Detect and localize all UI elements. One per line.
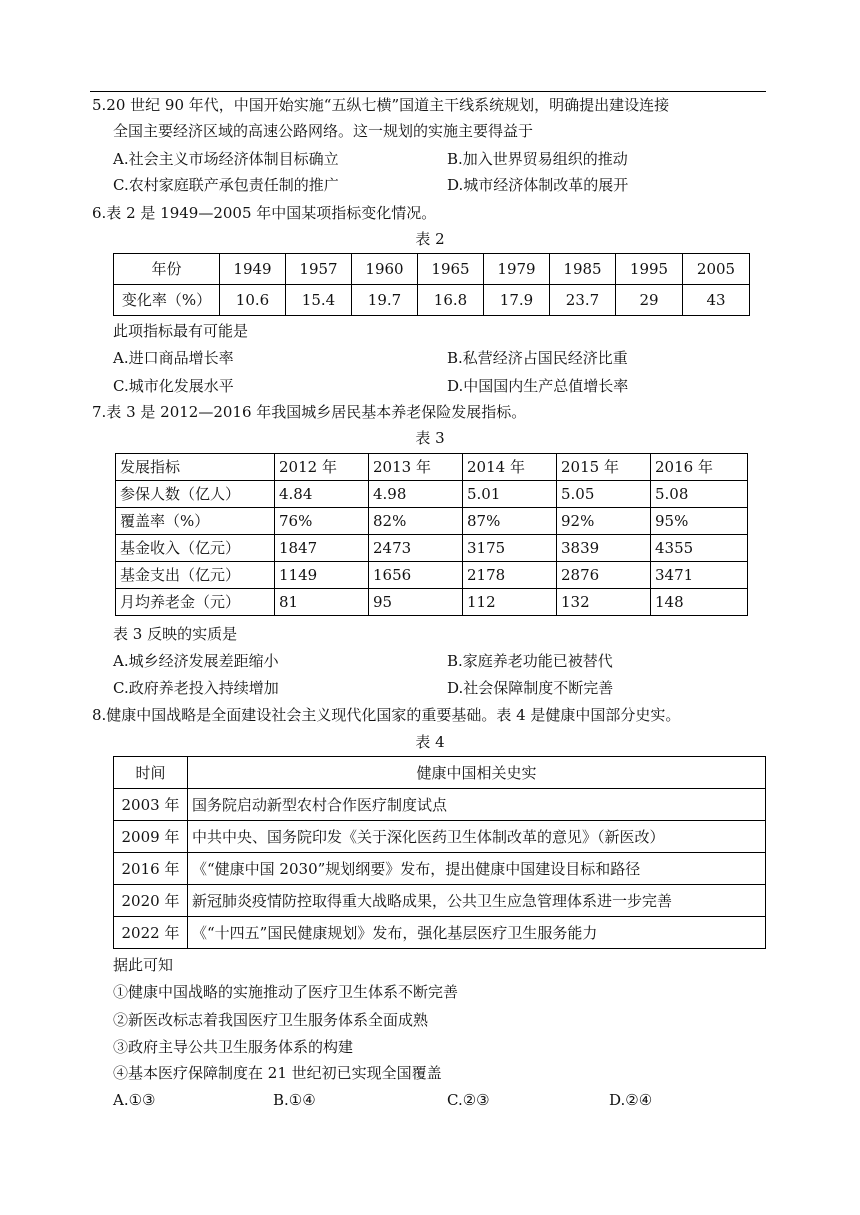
table-row [114,885,766,917]
table4-cell: 国务院启动新型农村合作医疗制度试点 [188,789,766,821]
table2-caption: 表 2 [415,230,445,248]
table4-cell: 2009 年 [114,821,188,853]
table-2 [113,253,750,316]
table2-cell: 1995 [616,254,683,285]
q5-option-c: C.农村家庭联产承包责任制的推广 [113,176,339,194]
q7-option-a: A.城乡经济发展差距缩小 [113,652,279,670]
table-4 [113,756,766,949]
table-row [116,562,748,589]
table4-cell: 2022 年 [114,917,188,949]
q5-option-d: D.城市经济体制改革的展开 [447,176,629,194]
table3-cell: 5.08 [651,481,748,508]
table4-cell: 健康中国相关史实 [188,757,766,789]
q6-stem: 6.表 2 是 1949—2005 年中国某项指标变化情况。 [92,204,437,222]
header-rule [90,91,766,92]
q6-option-c: C.城市化发展水平 [113,377,234,395]
q6-option-a: A.进口商品增长率 [113,349,234,367]
table3-cell: 2013 年 [369,454,463,481]
table4-cell: 新冠肺炎疫情防控取得重大战略成果，公共卫生应急管理体系进一步完善 [188,885,766,917]
q8-option-a: A.①③ [113,1091,156,1109]
table3-cell: 1847 [275,535,369,562]
table2-cell: 19.7 [352,285,418,316]
table3-caption: 表 3 [415,429,445,447]
q7-option-c: C.政府养老投入持续增加 [113,679,279,697]
q8-statement-2: ②新医改标志着我国医疗卫生服务体系全面成熟 [113,1011,429,1029]
table3-cell: 81 [275,589,369,616]
q8-stem: 8.健康中国战略是全面建设社会主义现代化国家的重要基础。表 4 是健康中国部分史实。 [92,706,681,724]
table2-cell: 1949 [220,254,286,285]
table-row [114,789,766,821]
table3-header-row [116,454,748,481]
table3-cell: 1656 [369,562,463,589]
table-3 [115,453,748,616]
table-row [114,821,766,853]
table3-cell: 148 [651,589,748,616]
table3-cell: 82% [369,508,463,535]
table4-cell: 《“十四五”国民健康规划》发布，强化基层医疗卫生服务能力 [188,917,766,949]
table3-cell: 3471 [651,562,748,589]
table3-cell: 2178 [463,562,557,589]
table-row [114,853,766,885]
table2-cell: 16.8 [418,285,484,316]
q7-option-b: B.家庭养老功能已被替代 [447,652,613,670]
q6-option-b: B.私营经济占国民经济比重 [447,349,628,367]
table3-cell: 112 [463,589,557,616]
q5-option-a: A.社会主义市场经济体制目标确立 [113,150,339,168]
table3-cell: 3175 [463,535,557,562]
q6-question: 此项指标最有可能是 [113,322,249,340]
q8-option-b: B.①④ [273,1091,316,1109]
table3-cell: 87% [463,508,557,535]
table2-header-row [114,254,750,285]
table3-cell: 2012 年 [275,454,369,481]
table3-cell: 基金支出（亿元） [116,562,275,589]
table3-cell: 5.05 [557,481,651,508]
table2-cell: 29 [616,285,683,316]
table2-cell: 1960 [352,254,418,285]
table2-cell: 2005 [683,254,750,285]
q8-statement-3: ③政府主导公共卫生服务体系的构建 [113,1038,354,1056]
table2-cell: 23.7 [550,285,616,316]
q8-statement-4: ④基本医疗保障制度在 21 世纪初已实现全国覆盖 [113,1064,442,1082]
table3-cell: 2014 年 [463,454,557,481]
table-row [116,508,748,535]
table4-cell: 《“健康中国 2030”规划纲要》发布，提出健康中国建设目标和路径 [188,853,766,885]
table2-cell: 年份 [114,254,220,285]
table2-cell: 1965 [418,254,484,285]
table-row [116,481,748,508]
q7-stem: 7.表 3 是 2012—2016 年我国城乡居民基本养老保险发展指标。 [92,403,527,421]
table-row [114,917,766,949]
table3-cell: 覆盖率（%） [116,508,275,535]
table2-cell: 17.9 [484,285,550,316]
table4-header-row [114,757,766,789]
table3-cell: 4.84 [275,481,369,508]
table3-cell: 基金收入（亿元） [116,535,275,562]
table3-cell: 发展指标 [116,454,275,481]
table2-cell: 1979 [484,254,550,285]
table3-cell: 5.01 [463,481,557,508]
table3-cell: 95 [369,589,463,616]
table2-value-row [114,285,750,316]
q5-option-b: B.加入世界贸易组织的推动 [447,150,628,168]
table2-cell: 1985 [550,254,616,285]
table4-cell: 2016 年 [114,853,188,885]
table3-cell: 2015 年 [557,454,651,481]
table2-cell: 变化率（%） [114,285,220,316]
q8-option-d: D.②④ [609,1091,653,1109]
table3-cell: 95% [651,508,748,535]
table3-cell: 2473 [369,535,463,562]
table3-cell: 3839 [557,535,651,562]
table3-cell: 92% [557,508,651,535]
q8-statement-1: ①健康中国战略的实施推动了医疗卫生体系不断完善 [113,983,459,1001]
q7-option-d: D.社会保障制度不断完善 [447,679,614,697]
q8-question: 据此可知 [113,956,174,974]
table3-cell: 4355 [651,535,748,562]
table4-cell: 时间 [114,757,188,789]
table2-cell: 15.4 [286,285,352,316]
table-row [116,535,748,562]
table3-cell: 76% [275,508,369,535]
table-row [116,589,748,616]
table2-cell: 1957 [286,254,352,285]
table3-cell: 2876 [557,562,651,589]
table2-cell: 43 [683,285,750,316]
table4-cell: 2003 年 [114,789,188,821]
table3-cell: 4.98 [369,481,463,508]
table3-cell: 1149 [275,562,369,589]
q8-option-c: C.②③ [447,1091,490,1109]
table3-cell: 参保人数（亿人） [116,481,275,508]
table4-caption: 表 4 [415,733,445,751]
table4-cell: 2020 年 [114,885,188,917]
table3-cell: 月均养老金（元） [116,589,275,616]
table2-cell: 10.6 [220,285,286,316]
q7-question: 表 3 反映的实质是 [113,625,238,643]
table4-cell: 中共中央、国务院印发《关于深化医药卫生体制改革的意见》（新医改） [188,821,766,853]
q5-stem-line2: 全国主要经济区域的高速公路网络。这一规划的实施主要得益于 [113,122,534,140]
table3-cell: 132 [557,589,651,616]
table3-cell: 2016 年 [651,454,748,481]
q5-stem-line1: 5.20 世纪 90 年代，中国开始实施“五纵七横”国道主干线系统规划，明确提出建设连接 [92,96,670,114]
q6-option-d: D.中国国内生产总值增长率 [447,377,629,395]
